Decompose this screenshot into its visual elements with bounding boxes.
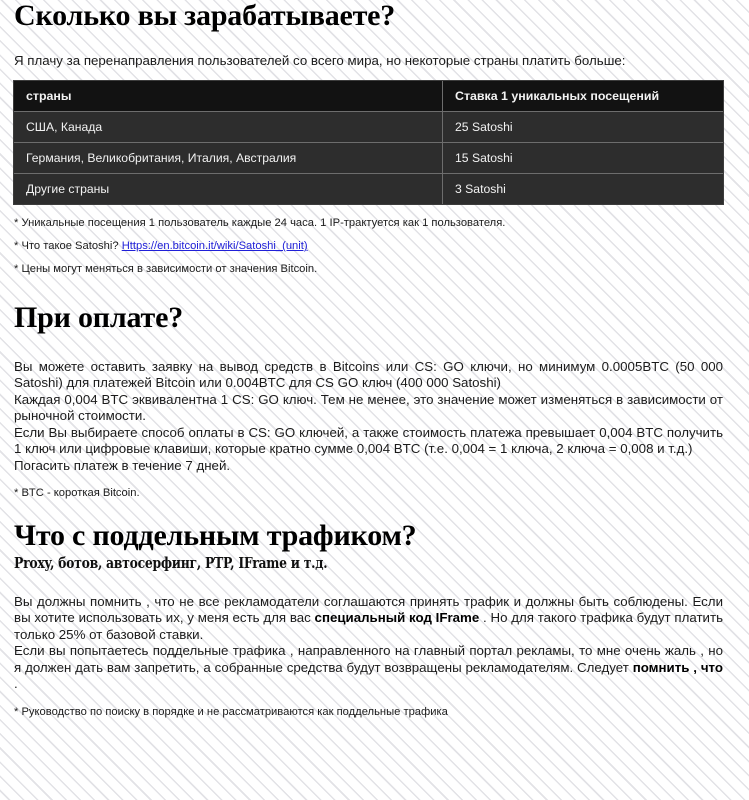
fraud-paragraph-advertisers (14, 594, 723, 644)
note-btc-abbrev: * BTC - короткая Bitcoin. (14, 487, 140, 499)
cell-rate: 15 Satoshi (443, 143, 724, 174)
section-spacer (14, 276, 723, 302)
column-header-rate: Ставка 1 уникальных посещений (443, 81, 724, 112)
payment-paragraph-keys: Если Вы выбираете способ оплаты в CS: GO ключей, а также стоимость платежа превышает 0,004 BTC получить 1 ключ или цифровые клавиши, которые кратно сумме 0,004 BTC (т.е. 0,004 = 1 ключа, 2 ключа = 0,008 и т.д.) (14, 424, 723, 456)
section-fraud-traffic (14, 520, 723, 719)
fraud-traffic-subtitle: Proxy, ботов, автосерфинг, PTP, IFrame и т.д. (14, 553, 328, 572)
fraud-paragraph-ban (14, 643, 723, 693)
section-payment (14, 302, 723, 500)
note-unique-visits: * Уникальные посещения 1 пользователь каждые 24 часа. 1 IP-трактуется как 1 пользователя. (14, 217, 506, 229)
satoshi-wiki-link[interactable]: Https://en.bitcoin.it/wiki/Satoshi_(unit) (121, 240, 308, 252)
fraud-paragraph-ban-part1: Если вы попытаетесь поддельные трафика , направленного на главный портал рекламы, то мне очень жаль , но я должен дать вам запретить, а собранные средства будут возвращены рекламодателям. Следует (14, 643, 723, 675)
cell-country: Другие страны (14, 174, 443, 205)
note-satoshi-link (14, 239, 723, 253)
fraud-notes (14, 705, 723, 719)
cell-country: США, Канада (14, 112, 443, 143)
rates-table-head (14, 81, 723, 112)
note-search-traffic: * Руководство по поиску в порядке и не рассматриваются как поддельные трафика (14, 705, 448, 718)
table-row (14, 174, 723, 205)
note-price-change: * Цены могут меняться в зависимости от значения Bitcoin. (14, 263, 318, 275)
section-earnings (14, 0, 723, 276)
payment-paragraph-deadline: Погасить платеж в течение 7 дней. (14, 457, 231, 473)
payment-heading: При оплате? (14, 301, 183, 334)
fraud-traffic-heading: Что с поддельным трафиком? (14, 519, 417, 552)
table-row (14, 112, 723, 143)
cell-country: Германия, Великобритания, Италия, Австралия (14, 143, 443, 174)
payment-notes (14, 486, 723, 500)
section-spacer (14, 500, 723, 520)
earnings-notes (14, 216, 723, 276)
payment-paragraph-withdrawal: Вы можете оставить заявку на вывод средств в Bitcoins или CS: GO ключи, но минимум 0.0005BTC (50 000 Satoshi) для платежей Bitcoin или 0.004BTC для CS GO ключ (400 000 Satoshi) (14, 358, 723, 390)
fraud-paragraph-ban-part2: . (14, 676, 18, 691)
earnings-lead-text: Я плачу за перенаправления пользователей со всего мира, но некоторые страны платить больше: (14, 52, 626, 68)
remember-emphasis: помнить , что (632, 659, 724, 675)
fraud-paragraph-advertisers-part2: . Но для такого трафика будут платить только 25% от базовой ставки. (14, 610, 723, 642)
payment-paragraph-equivalence: Каждая 0,004 BTC эквивалентна 1 CS: GO ключ. Тем не менее, это значение может изменяться в зависимости от рыночной стоимости. (14, 391, 723, 423)
iframe-code-emphasis: специальный код IFrame (314, 610, 480, 625)
fraud-paragraph-advertisers-part1: Вы должны помнить , что не все рекламодатели соглашаются принять трафик и должны быть соблюдены. Если вы хотите использовать их, у меня есть для вас (14, 593, 723, 625)
rates-table-body (14, 112, 723, 205)
page-title: Сколько вы зарабатываете? (14, 0, 396, 32)
cell-rate: 25 Satoshi (443, 112, 724, 143)
cell-rate: 3 Satoshi (443, 174, 724, 205)
table-header-row (14, 81, 723, 112)
column-header-countries: страны (14, 81, 443, 112)
rates-table (14, 81, 723, 204)
note-satoshi-prefix: * Что такое Satoshi? (14, 240, 122, 252)
table-row (14, 143, 723, 174)
